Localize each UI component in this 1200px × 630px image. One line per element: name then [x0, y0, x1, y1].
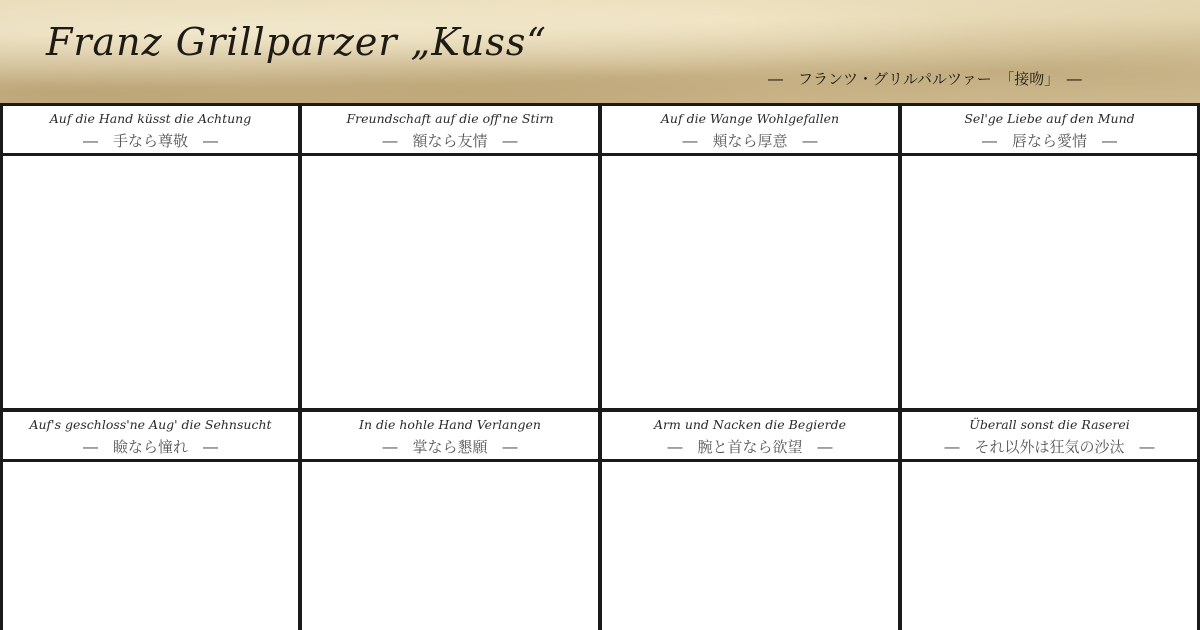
- caption-german: Überall sonst die Raserei: [969, 417, 1130, 432]
- caption-japanese: ― 手なら尊敬 ―: [82, 132, 218, 150]
- caption-cell: [902, 412, 1197, 459]
- blank-panel: [3, 156, 298, 408]
- caption-cell: [3, 412, 298, 459]
- caption-cell: [602, 412, 898, 459]
- caption-german: In die hohle Hand Verlangen: [359, 417, 541, 432]
- caption-japanese: ― 額なら友情 ―: [382, 132, 518, 150]
- caption-german: Freundschaft auf die off'ne Stirn: [346, 111, 554, 126]
- blank-panel: [302, 462, 598, 630]
- page-subtitle: ― フランツ・グリルパルツァー 「接吻」 ―: [768, 70, 1082, 88]
- caption-japanese: ― 瞼なら憧れ ―: [82, 438, 218, 456]
- caption-japanese: ― 唇なら愛情 ―: [981, 132, 1117, 150]
- blank-panel: [3, 462, 298, 630]
- caption-japanese: ― それ以外は狂気の沙汰 ―: [944, 438, 1155, 456]
- blank-panel: [302, 156, 598, 408]
- caption-german: Auf's geschloss'ne Aug' die Sehnsucht: [29, 417, 272, 432]
- caption-german: Arm und Nacken die Begierde: [653, 417, 847, 432]
- blank-panel: [602, 462, 898, 630]
- caption-japanese: ― 頬なら厚意 ―: [682, 132, 818, 150]
- caption-cell: [302, 412, 598, 459]
- caption-japanese: ― 腕と首なら欲望 ―: [667, 438, 833, 456]
- caption-german: Auf die Wange Wohlgefallen: [660, 111, 840, 126]
- caption-cell: [902, 106, 1197, 153]
- caption-german: Sel'ge Liebe auf den Mund: [964, 111, 1135, 126]
- caption-german: Auf die Hand küsst die Achtung: [49, 111, 252, 126]
- parchment-header: [0, 0, 1200, 103]
- page-title: Franz Grillparzer „Kuss“: [46, 20, 547, 64]
- caption-cell: [302, 106, 598, 153]
- caption-cell: [3, 106, 298, 153]
- caption-cell: [602, 106, 898, 153]
- panel-grid: [0, 103, 1200, 630]
- blank-panel: [602, 156, 898, 408]
- blank-panel: [902, 462, 1197, 630]
- blank-panel: [902, 156, 1197, 408]
- caption-japanese: ― 掌なら懇願 ―: [382, 438, 518, 456]
